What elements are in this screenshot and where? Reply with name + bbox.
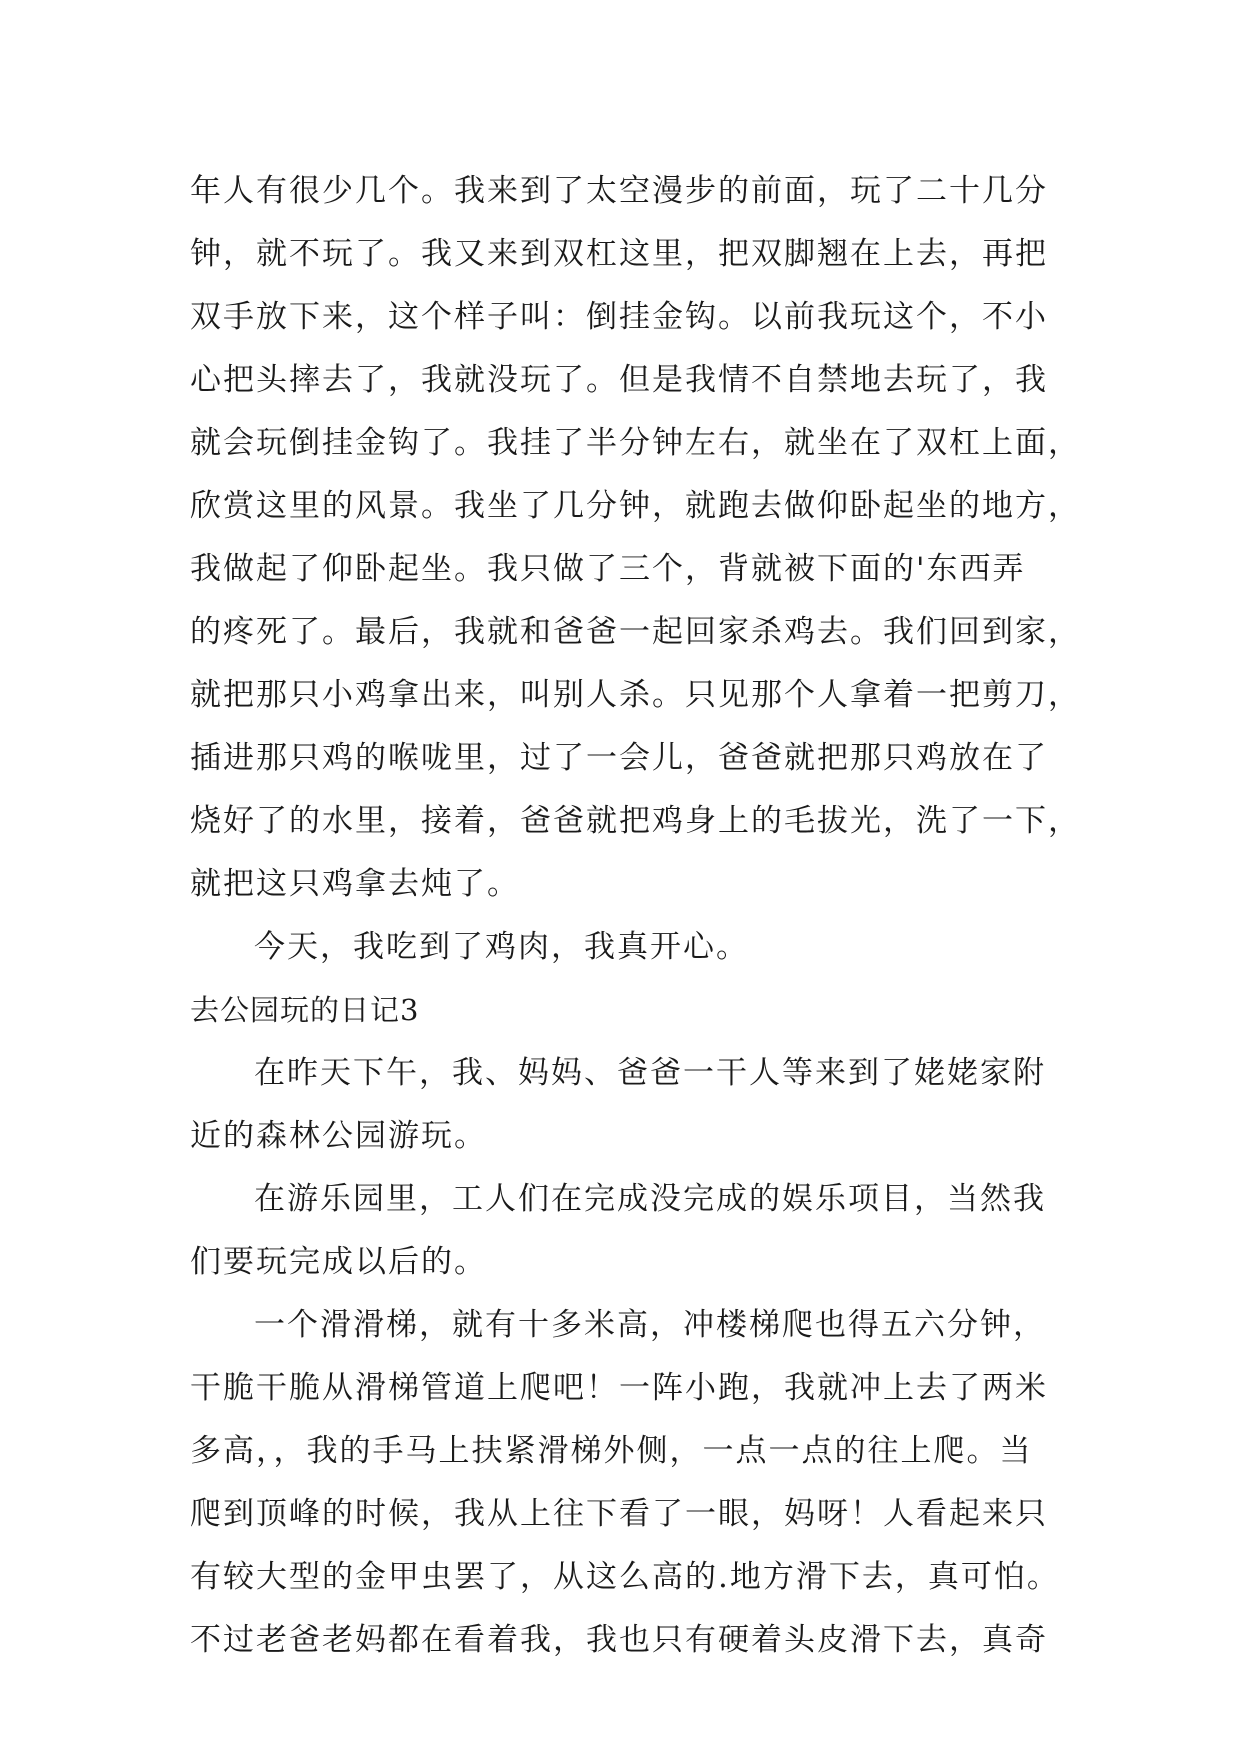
paragraph-line: 一个滑滑梯，就有十多米高，冲楼梯爬也得五六分钟，	[254, 1307, 1046, 1343]
section-title: 去公园玩的日记3	[190, 993, 420, 1027]
text-line: 的疼死了。最后，我就和爸爸一起回家杀鸡去。我们回到家，	[190, 614, 1081, 650]
text-line: 双手放下来，这个样子叫：倒挂金钩。以前我玩这个，不小	[190, 299, 1048, 335]
text-line: 心把头摔去了，我就没玩了。但是我情不自禁地去玩了，我	[190, 362, 1048, 398]
text-line: 烧好了的水里，接着，爸爸就把鸡身上的毛拔光，洗了一下，	[190, 803, 1081, 839]
paragraph-line: 多高，，我的手马上扶紧滑梯外侧，一点一点的往上爬。当	[190, 1433, 1033, 1469]
text-line: 钟，就不玩了。我又来到双杠这里，把双脚翘在上去，再把	[190, 236, 1048, 272]
text-line: 插进那只鸡的喉咙里，过了一会儿，爸爸就把那只鸡放在了	[190, 740, 1048, 776]
paragraph-line: 在游乐园里，工人们在完成没完成的娱乐项目，当然我	[254, 1181, 1046, 1217]
text-line: 我做起了仰卧起坐。我只做了三个，背就被下面的'东西弄	[190, 551, 1026, 587]
text-line: 就把这只鸡拿去炖了。	[190, 866, 520, 902]
paragraph-line: 爬到顶峰的时候，我从上往下看了一眼，妈呀！人看起来只	[190, 1496, 1048, 1532]
document-body	[190, 160, 1081, 1672]
paragraph-line: 有较大型的金甲虫罢了，从这么高的.地方滑下去，真可怕。	[190, 1559, 1060, 1595]
paragraph-line: 们要玩完成以后的。	[190, 1244, 487, 1280]
text-line: 就会玩倒挂金钩了。我挂了半分钟左右，就坐在了双杠上面，	[190, 425, 1081, 461]
paragraph-line: 近的森林公园游玩。	[190, 1118, 487, 1154]
paragraph-line: 不过老爸老妈都在看着我，我也只有硬着头皮滑下去，真奇	[190, 1622, 1048, 1658]
closing-paragraph: 今天，我吃到了鸡肉，我真开心。	[254, 929, 749, 965]
paragraph-line: 干脆干脆从滑梯管道上爬吧！一阵小跑，我就冲上去了两米	[190, 1370, 1048, 1406]
text-line: 欣赏这里的风景。我坐了几分钟，就跑去做仰卧起坐的地方，	[190, 488, 1081, 524]
paragraph-line: 在昨天下午，我、妈妈、爸爸一干人等来到了姥姥家附	[254, 1055, 1046, 1091]
text-line: 年人有很少几个。我来到了太空漫步的前面，玩了二十几分	[190, 173, 1048, 209]
text-line: 就把那只小鸡拿出来，叫别人杀。只见那个人拿着一把剪刀，	[190, 677, 1081, 713]
